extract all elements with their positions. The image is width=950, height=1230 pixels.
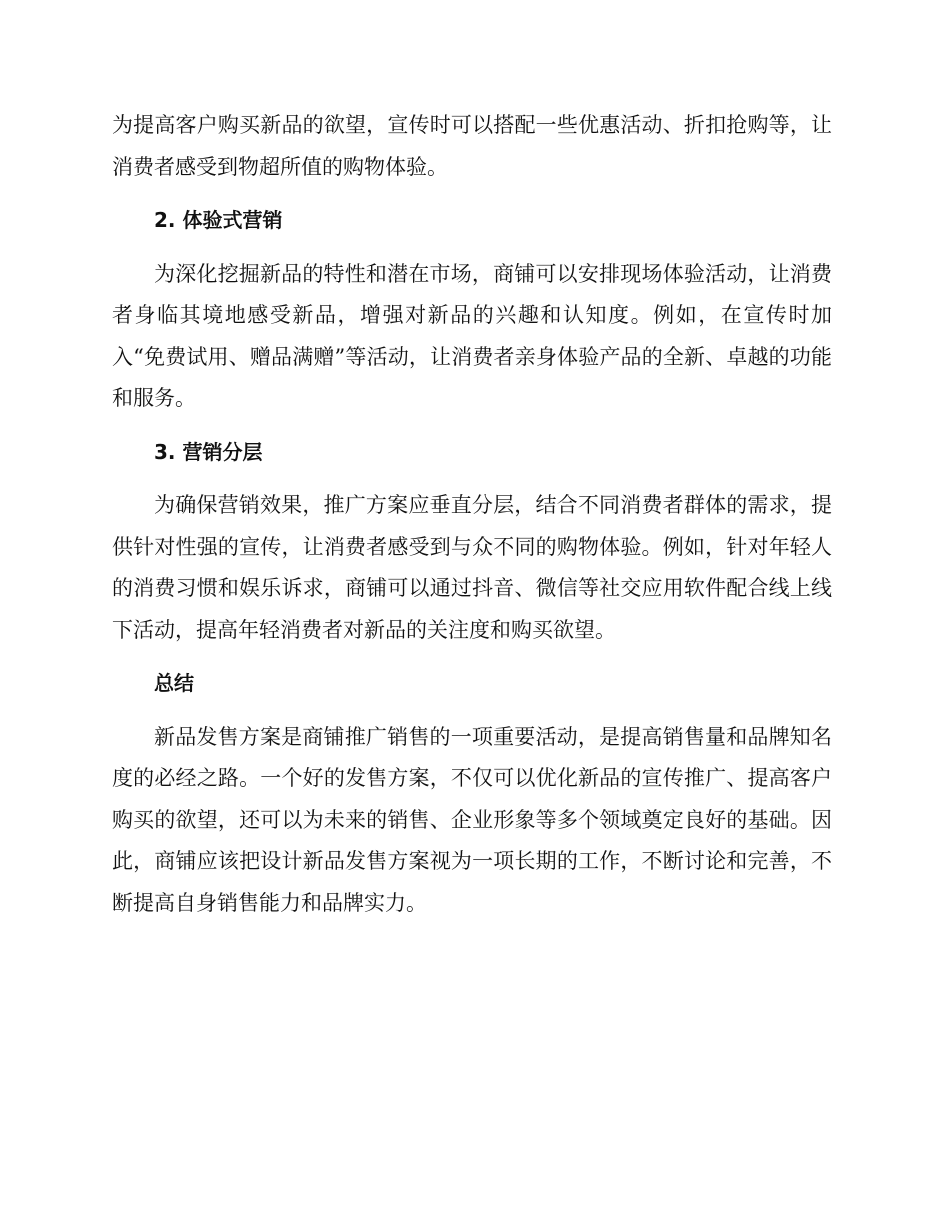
section-body-marketing-tiers: 为确保营销效果，推广方案应垂直分层，结合不同消费者群体的需求，提供针对性强的宣传，让消费者感受到与众不同的购物体验。例如，针对年轻人的消费习惯和娱乐诉求，商铺可以通过抖音、微信等社交应用软件配合线上线下活动，提高年轻消费者对新品的关注度和购买欲望。: [112, 493, 832, 642]
section-body-experiential-marketing: 为深化挖掘新品的特性和潜在市场，商铺可以安排现场体验活动，让消费者身临其境地感受新品，增强对新品的兴趣和认知度。例如，在宣传时加入“免费试用、赠品满赠”等活动，让消费者亲身体验产品的全新、卓越的功能和服务。: [112, 261, 832, 410]
section-heading-marketing-tiers: 3. 营销分层: [154, 439, 263, 464]
document-page: [112, 105, 832, 924]
intro-paragraph: 为提高客户购买新品的欲望，宣传时可以搭配一些优惠活动、折扣抢购等，让消费者感受到物超所值的购物体验。: [112, 113, 832, 179]
section-body-summary: 新品发售方案是商铺推广销售的一项重要活动，是提高销售量和品牌知名度的必经之路。一个好的发售方案，不仅可以优化新品的宣传推广、提高客户购买的欲望，还可以为未来的销售、企业形象等多个领域奠定良好的基础。因此，商铺应该把设计新品发售方案视为一项长期的工作，不断讨论和完善，不断提高自身销售能力和品牌实力。: [112, 724, 832, 915]
section-heading-summary: 总结: [154, 671, 194, 695]
section-heading-experiential-marketing: 2. 体验式营销: [154, 208, 283, 232]
